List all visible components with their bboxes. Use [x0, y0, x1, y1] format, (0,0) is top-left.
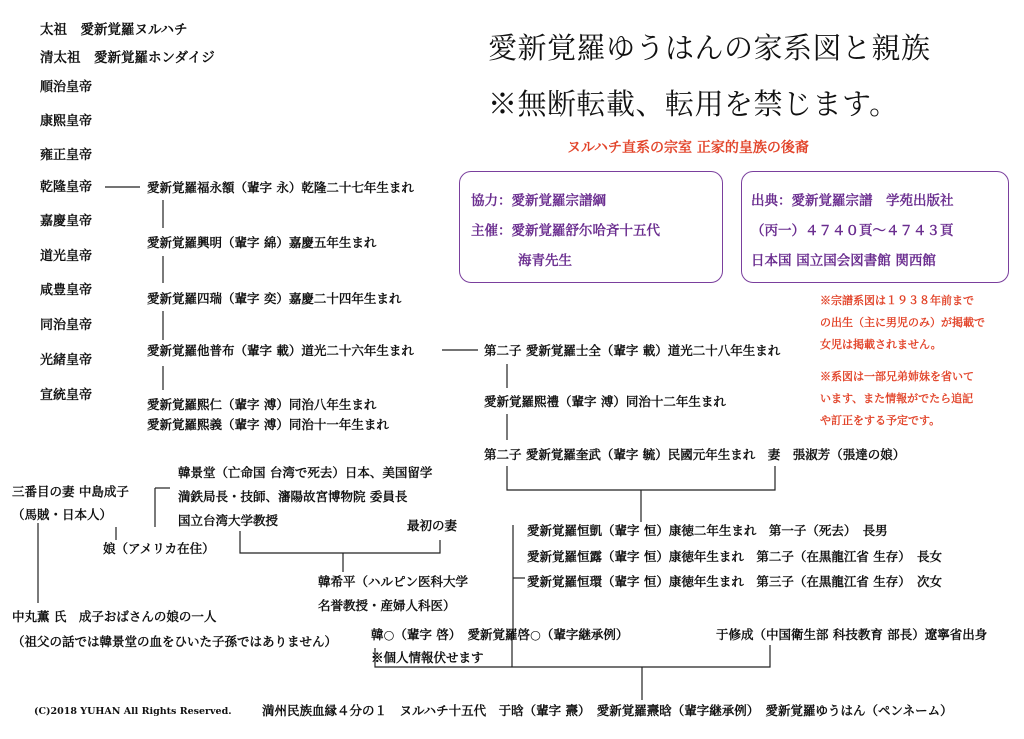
daughter: 娘（アメリカ在住）	[103, 541, 215, 556]
third-wife-line1: 三番目の妻 中島成子	[12, 484, 129, 499]
cooperation-line2: 主催：愛新覚羅舒尓哈斉十五代	[471, 223, 660, 239]
page-title: 愛新覚羅ゆうはんの家系図と親族	[488, 31, 931, 65]
cooperation-line3: 海青先生	[518, 253, 572, 269]
emperor-tongzhi: 同治皇帝	[40, 318, 93, 333]
han-xiping-line1: 韓希平（ハルピン医科大学	[318, 574, 469, 589]
child-c3: 愛新覚羅恒環（輩字 恒）康徳年生まれ 第三子（在黒龍江省 生存） 次女	[527, 574, 942, 589]
ancestor-shintaiso: 清太祖 愛新覚羅ホンダイジ	[40, 50, 215, 66]
nakamaru-line2: （祖父の話では韓景堂の血をひいた子孫ではありません）	[12, 634, 338, 649]
emperor-yongzheng: 雍正皇帝	[40, 148, 93, 163]
ancestor-taiso: 太祖 愛新覚羅ヌルハチ	[40, 22, 188, 38]
lineage-r2: 愛新覚羅熙禮（輩字 溥）同治十二年生まれ	[484, 394, 726, 409]
note2-line3: や訂正をする予定です。	[820, 414, 941, 427]
lineage-g5a: 愛新覚羅熙仁（輩字 溥）同治八年生まれ	[147, 397, 377, 412]
third-wife-line2: （馬賊・日本人）	[12, 507, 113, 522]
han-jingtang-line1: 韓景堂（亡命国 台湾で死去）日本、美国留学	[178, 465, 433, 480]
han-xiping-line2: 名誉教授・産婦人科医）	[318, 598, 456, 613]
note2-line1: ※系図は一部兄弟姉妹を省いて	[820, 370, 974, 383]
cooperation-line1: 協力：愛新覚羅宗譜綱	[471, 193, 606, 209]
note1-line1: ※宗譜系図は１９３８年前まで	[820, 294, 974, 307]
lineage-r1: 第二子 愛新覚羅士全（輩字 載）道光二十八年生まれ	[484, 343, 781, 358]
emperor-shunzhi: 順治皇帝	[40, 80, 93, 95]
subtitle: ヌルハチ直系の宗室 正家的皇族の後裔	[567, 140, 809, 156]
note1-line3: 女児は掲載されません。	[820, 338, 942, 351]
emperor-guangxu: 光緒皇帝	[40, 353, 93, 368]
lineage-g4: 愛新覚羅他普布（輩字 載）道光二十六年生まれ	[147, 343, 414, 358]
first-wife: 最初の妻	[407, 518, 458, 533]
han-next-gen: 韓○（輩字 啓） 愛新覚羅啓○（輩字継承例）	[371, 627, 629, 642]
han-jingtang-line3: 国立台湾大学教授	[178, 513, 279, 528]
bottom-descendant: 満州民族血縁４分の１ ヌルハチ十五代 于晗（輩字 燾） 愛新覚羅燾晗（輩字継承例） 愛新覚羅ゆうはん（ペンネーム）	[262, 703, 953, 718]
connector	[507, 466, 775, 490]
privacy-note: ※個人情報伏せます	[371, 650, 484, 665]
nakamaru-line1: 中丸薫 氏 成子おばさんの娘の一人	[12, 609, 217, 624]
no-reprint-notice: ※無断転載、転用を禁じます。	[488, 87, 899, 121]
connector	[240, 531, 440, 553]
emperor-xianfeng: 咸豊皇帝	[40, 283, 93, 298]
emperor-xuantong: 宣統皇帝	[40, 388, 93, 403]
lineage-g5b: 愛新覚羅熙義（輩字 溥）同治十一年生まれ	[147, 417, 389, 432]
emperor-kangxi: 康熙皇帝	[40, 114, 93, 129]
emperor-qianlong: 乾隆皇帝	[40, 180, 93, 195]
copyright: (C)2018 YUHAN All Rights Reserved.	[34, 706, 232, 717]
child-c1: 愛新覚羅恒凱（輩字 恒）康徳二年生まれ 第一子（死去） 長男	[527, 523, 888, 538]
han-jingtang-line2: 満鉄局長・技師、瀋陽故宮博物院 委員長	[178, 489, 408, 504]
lineage-g1: 愛新覚羅福永額（輩字 永）乾隆二十七年生まれ	[147, 180, 414, 195]
lineage-g2: 愛新覚羅興明（輩字 綿）嘉慶五年生まれ	[147, 235, 377, 250]
emperor-daoguang: 道光皇帝	[40, 249, 93, 264]
child-c2: 愛新覚羅恒露（輩字 恒）康徳年生まれ 第二子（在黒龍江省 生存） 長女	[527, 549, 942, 564]
lineage-r3: 第二子 愛新覚羅奎武（輩字 毓）民國元年生まれ 妻 張淑芳（張達の娘）	[484, 447, 906, 462]
source-line2: （丙一）４７４０頁～４７４３頁	[751, 223, 954, 239]
source-line1: 出典：愛新覚羅宗譜 学苑出版社	[751, 193, 954, 209]
note1-line2: の出生（主に男児のみ）が掲載で	[820, 316, 985, 329]
source-line3: 日本国 国立国会図書館 関西館	[751, 253, 936, 269]
emperor-jiaqing: 嘉慶皇帝	[40, 214, 93, 229]
lineage-g3: 愛新覚羅四瑞（輩字 奕）嘉慶二十四年生まれ	[147, 291, 402, 306]
note2-line2: います、また情報がでたら追記	[820, 392, 974, 405]
yu-xiucheng: 于修成（中国衛生部 科技教育 部長）遼寧省出身	[716, 627, 988, 642]
